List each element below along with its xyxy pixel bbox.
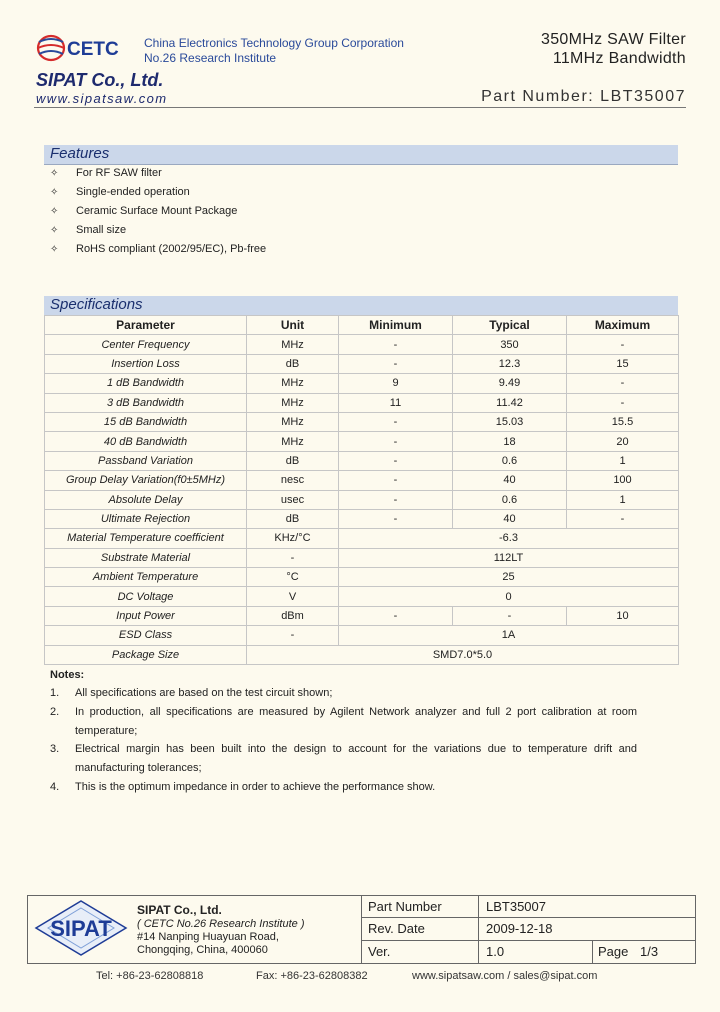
sipat-logo [32, 899, 130, 957]
feature-item: ✧ Small size [50, 224, 127, 236]
part-number-label: Part Number [368, 899, 442, 914]
table-row: 15 dB Bandwidth MHz - 15.03 15.5 [45, 412, 679, 431]
table-row: Group Delay Variation(f0±5MHz) nesc - 40 100 [45, 471, 679, 490]
feature-item: ✧ RoHS compliant (2002/95/EC), Pb-free [50, 243, 267, 255]
table-row: 40 dB Bandwidth MHz - 18 20 [45, 432, 679, 451]
cetc-logo [36, 32, 132, 64]
specifications-section-header [44, 296, 678, 316]
footer-address-line2: Chongqing, China, 400060 [137, 944, 268, 956]
note-number: 2. [50, 706, 60, 718]
table-row: Substrate Material - 112LT [45, 548, 679, 567]
note-text: All specifications are based on the test circuit shown; [75, 687, 333, 699]
note-item [50, 740, 640, 777]
version-value: 1.0 [486, 944, 505, 959]
product-title-line2: 11MHz Bandwidth [552, 50, 686, 67]
company-website[interactable]: www.sipatsaw.com [36, 91, 168, 106]
table-header-row [45, 316, 679, 335]
page-value: 1/3 [640, 944, 659, 959]
company-name: SIPAT Co., Ltd. [36, 70, 164, 90]
table-row: Material Temperature coefficient KHz/°C -6.3 [45, 529, 679, 548]
bullet-icon: ✧ [50, 168, 59, 179]
cetc-logo-mark [36, 32, 132, 64]
footer-divider [361, 917, 695, 918]
table-row: Ultimate Rejection dB - 40 - [45, 509, 679, 528]
features-section-header [44, 145, 678, 165]
table-row: Input Power dBm - - 10 [45, 606, 679, 625]
bullet-icon: ✧ [50, 225, 59, 236]
table-row: ESD Class - 1A [45, 626, 679, 645]
part-number-value: LBT35007 [486, 899, 546, 914]
table-row: Ambient Temperature °C 25 [45, 568, 679, 587]
product-title-line1: 350MHz SAW Filter [541, 31, 686, 48]
org-name-line2: No.26 Research Institute [144, 51, 277, 65]
version-label: Ver. [368, 944, 391, 959]
cetc-logo-text: CETC [67, 39, 119, 60]
footer-divider [361, 940, 695, 941]
table-row: 3 dB Bandwidth MHz 11 11.42 - [45, 393, 679, 412]
table-row: Package Size SMD7.0*5.0 [45, 645, 679, 664]
column-header: Maximum [567, 316, 679, 335]
note-text: In production, all specifications are measured by Agilent Network analyzer and full 2 port calibration at room temperature; [75, 706, 637, 737]
note-item [50, 703, 640, 740]
header-part-number: Part Number: LBT35007 [481, 88, 686, 105]
features-heading: Features [50, 145, 110, 162]
footer-fax: Fax: +86-23-62808382 [256, 970, 368, 982]
table-row: 1 dB Bandwidth MHz 9 9.49 - [45, 374, 679, 393]
footer-divider [478, 895, 479, 963]
specifications-table [44, 315, 679, 665]
note-number: 3. [50, 743, 60, 755]
note-number: 4. [50, 781, 60, 793]
bullet-icon: ✧ [50, 206, 59, 217]
bullet-icon: ✧ [50, 244, 59, 255]
bullet-icon: ✧ [50, 187, 59, 198]
footer-tel: Tel: +86-23-62808818 [96, 970, 204, 982]
note-number: 1. [50, 687, 60, 699]
footer-divider [592, 940, 593, 963]
feature-item: ✧ For RF SAW filter [50, 167, 162, 179]
column-header: Parameter [45, 316, 247, 335]
sipat-logo-mark [32, 899, 130, 957]
note-text: Electrical margin has been built into the design to account for the variations due to temperature drift and manufacturing tolerances; [75, 743, 637, 774]
feature-item: ✧ Ceramic Surface Mount Package [50, 205, 238, 217]
note-item [50, 778, 640, 797]
footer-divider [361, 895, 362, 963]
column-header: Unit [247, 316, 339, 335]
table-row: Absolute Delay usec - 0.6 1 [45, 490, 679, 509]
table-row: DC Voltage V 0 [45, 587, 679, 606]
table-row: Insertion Loss dB - 12.3 15 [45, 354, 679, 373]
column-header: Minimum [339, 316, 453, 335]
note-text: This is the optimum impedance in order to achieve the performance show. [75, 781, 436, 793]
rev-date-value: 2009-12-18 [486, 921, 553, 936]
rev-date-label: Rev. Date [368, 921, 425, 936]
column-header: Typical [453, 316, 567, 335]
specifications-heading: Specifications [50, 296, 143, 313]
footer-subtitle: ( CETC No.26 Research Institute ) [137, 918, 305, 930]
feature-item: ✧ Single-ended operation [50, 186, 190, 198]
note-item [50, 684, 640, 703]
footer-web-email[interactable]: www.sipatsaw.com / sales@sipat.com [412, 970, 598, 982]
notes-heading: Notes: [50, 669, 85, 681]
header-divider [34, 107, 686, 108]
footer-address-line1: #14 Nanping Huayuan Road, [137, 931, 279, 943]
footer-company: SIPAT Co., Ltd. [137, 903, 222, 917]
page-label: Page [598, 944, 629, 959]
table-row: Passband Variation dB - 0.6 1 [45, 451, 679, 470]
table-row: Center Frequency MHz - 350 - [45, 335, 679, 354]
org-name-line1: China Electronics Technology Group Corporation [144, 36, 404, 50]
sipat-logo-text: SIPAT [50, 916, 112, 941]
